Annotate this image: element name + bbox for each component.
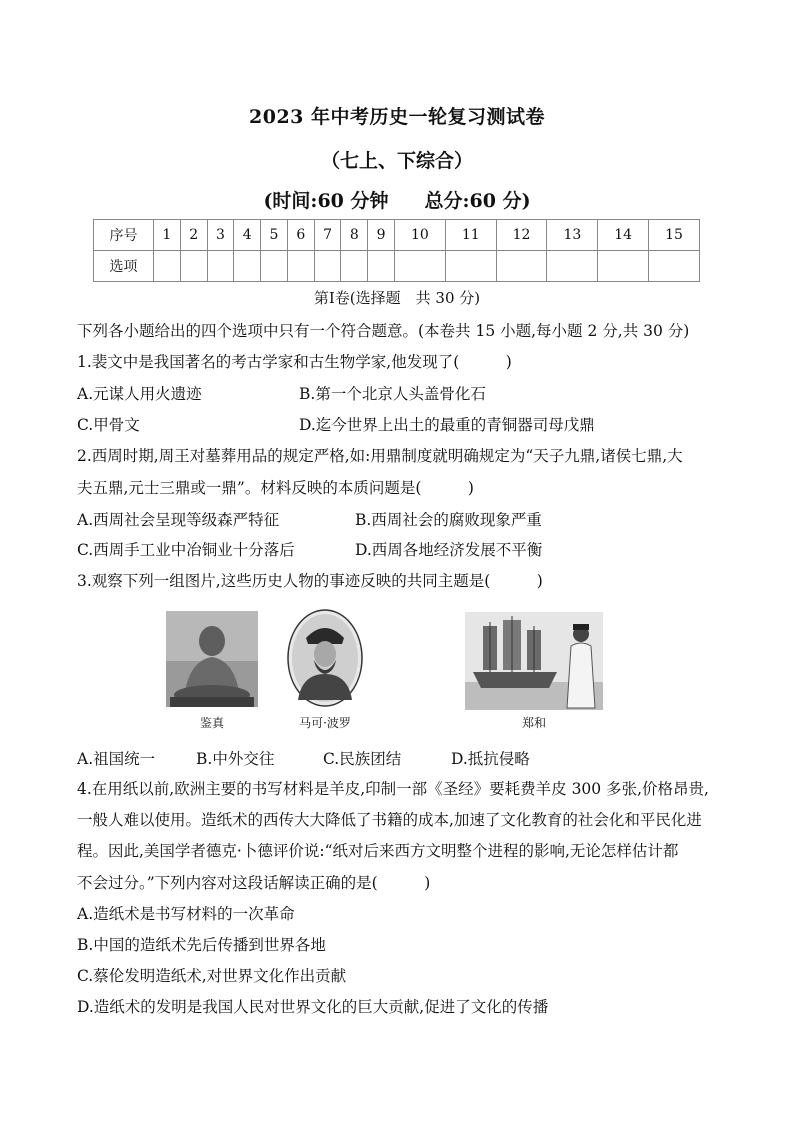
caption-marco-polo: 马可·波罗 xyxy=(299,716,351,730)
exam-time-score xyxy=(0,186,794,213)
q1-option-b: B.第一个北京人头盖骨化石 xyxy=(299,385,486,403)
table-num: 7 xyxy=(314,220,341,251)
table-num: 6 xyxy=(287,220,314,251)
zheng-he-ships-image xyxy=(465,612,603,710)
answer-cell[interactable] xyxy=(598,251,649,282)
table-num: 4 xyxy=(234,220,261,251)
q2-option-a: A.西周社会呈现等级森严特征 xyxy=(77,511,280,529)
table-num: 1 xyxy=(154,220,181,251)
q1-option-c: C.甲骨文 xyxy=(77,416,140,434)
answer-cell[interactable] xyxy=(180,251,207,282)
table-num: 8 xyxy=(341,220,368,251)
q3-option-c: C.民族团结 xyxy=(323,750,402,768)
answer-cell[interactable] xyxy=(314,251,341,282)
answer-table-number-row xyxy=(94,220,700,251)
answer-cell[interactable] xyxy=(341,251,368,282)
q3-option-d: D.抵抗侵略 xyxy=(451,750,530,768)
answer-table-choice-row xyxy=(94,251,700,282)
caption-jianzhen: 鉴真 xyxy=(199,716,224,730)
q4-stem-line1: 4.在用纸以前,欧洲主要的书写材料是羊皮,印制一部《圣经》要耗费羊皮 300 多张,价格昂贵, xyxy=(77,780,709,798)
table-num: 14 xyxy=(598,220,649,251)
score-label: 总分:60 分) xyxy=(424,190,531,212)
table-num: 12 xyxy=(496,220,547,251)
answer-cell[interactable] xyxy=(649,251,700,282)
table-num: 5 xyxy=(261,220,288,251)
answer-cell[interactable] xyxy=(547,251,598,282)
q4-option-c: C.蔡伦发明造纸术,对世界文化作出贡献 xyxy=(77,967,347,985)
q4-option-b: B.中国的造纸术先后传播到世界各地 xyxy=(77,936,326,954)
q4-stem-line2: 一般人难以使用。造纸术的西传大大降低了书籍的成本,加速了文化教育的社会化和平民化进 xyxy=(77,811,702,829)
table-num: 9 xyxy=(368,220,395,251)
answer-table xyxy=(93,219,700,282)
table-num: 10 xyxy=(395,220,446,251)
table-num: 2 xyxy=(180,220,207,251)
exam-subtitle: （七上、下综合） xyxy=(320,150,473,172)
section-instruction: 下列各小题给出的四个选项中只有一个符合题意。(本卷共 15 小题,每小题 2 分,共 30 分) xyxy=(77,322,690,340)
table-header-choice: 选项 xyxy=(94,251,154,282)
q2-option-b: B.西周社会的腐败现象严重 xyxy=(355,511,542,529)
q1-stem: 1.裴文中是我国著名的考古学家和古生物学家,他发现了( ) xyxy=(77,353,512,371)
q2-option-c: C.西周手工业中冶铜业十分落后 xyxy=(77,541,295,559)
time-label: (时间:60 分钟 xyxy=(263,190,389,212)
marco-polo-portrait-image xyxy=(286,608,364,708)
table-num: 15 xyxy=(649,220,700,251)
answer-cell[interactable] xyxy=(207,251,234,282)
q1-option-d: D.迄今世界上出土的最重的青铜器司母戊鼎 xyxy=(299,416,595,434)
answer-cell[interactable] xyxy=(234,251,261,282)
section-title: 第Ⅰ卷(选择题 共 30 分) xyxy=(313,289,481,307)
table-num: 3 xyxy=(207,220,234,251)
q4-option-a: A.造纸术是书写材料的一次革命 xyxy=(77,905,295,923)
q1-option-a: A.元谋人用火遗迹 xyxy=(77,385,202,403)
answer-cell[interactable] xyxy=(154,251,181,282)
q3-option-b: B.中外交往 xyxy=(196,750,275,768)
answer-cell[interactable] xyxy=(368,251,395,282)
q2-stem-line2: 夫五鼎,元士三鼎或一鼎”。材料反映的本质问题是( ) xyxy=(77,479,474,497)
answer-cell[interactable] xyxy=(496,251,547,282)
table-num: 11 xyxy=(445,220,496,251)
q3-stem: 3.观察下列一组图片,这些历史人物的事迹反映的共同主题是( ) xyxy=(77,572,543,590)
caption-zheng-he: 郑和 xyxy=(521,716,546,730)
jianzhen-statue-image xyxy=(166,611,258,707)
q2-stem-line1: 2.西周时期,周王对墓葬用品的规定严格,如:用鼎制度就明确规定为“天子九鼎,诸侯七鼎,大 xyxy=(77,447,683,465)
table-num: 13 xyxy=(547,220,598,251)
answer-cell[interactable] xyxy=(395,251,446,282)
q4-option-d: D.造纸术的发明是我国人民对世界文化的巨大贡献,促进了文化的传播 xyxy=(77,998,549,1016)
q4-stem-line4: 不会过分。”下列内容对这段话解读正确的是( ) xyxy=(77,874,431,892)
answer-cell[interactable] xyxy=(287,251,314,282)
q3-option-a: A.祖国统一 xyxy=(77,750,156,768)
q2-option-d: D.西周各地经济发展不平衡 xyxy=(355,541,543,559)
table-header-number: 序号 xyxy=(94,220,154,251)
exam-title: 2023 年中考历史一轮复习测试卷 xyxy=(249,106,545,128)
answer-cell[interactable] xyxy=(261,251,288,282)
q4-stem-line3: 程。因此,美国学者德克·卜德评价说:“纸对后来西方文明整个进程的影响,无论怎样估计都 xyxy=(77,842,679,860)
answer-cell[interactable] xyxy=(445,251,496,282)
